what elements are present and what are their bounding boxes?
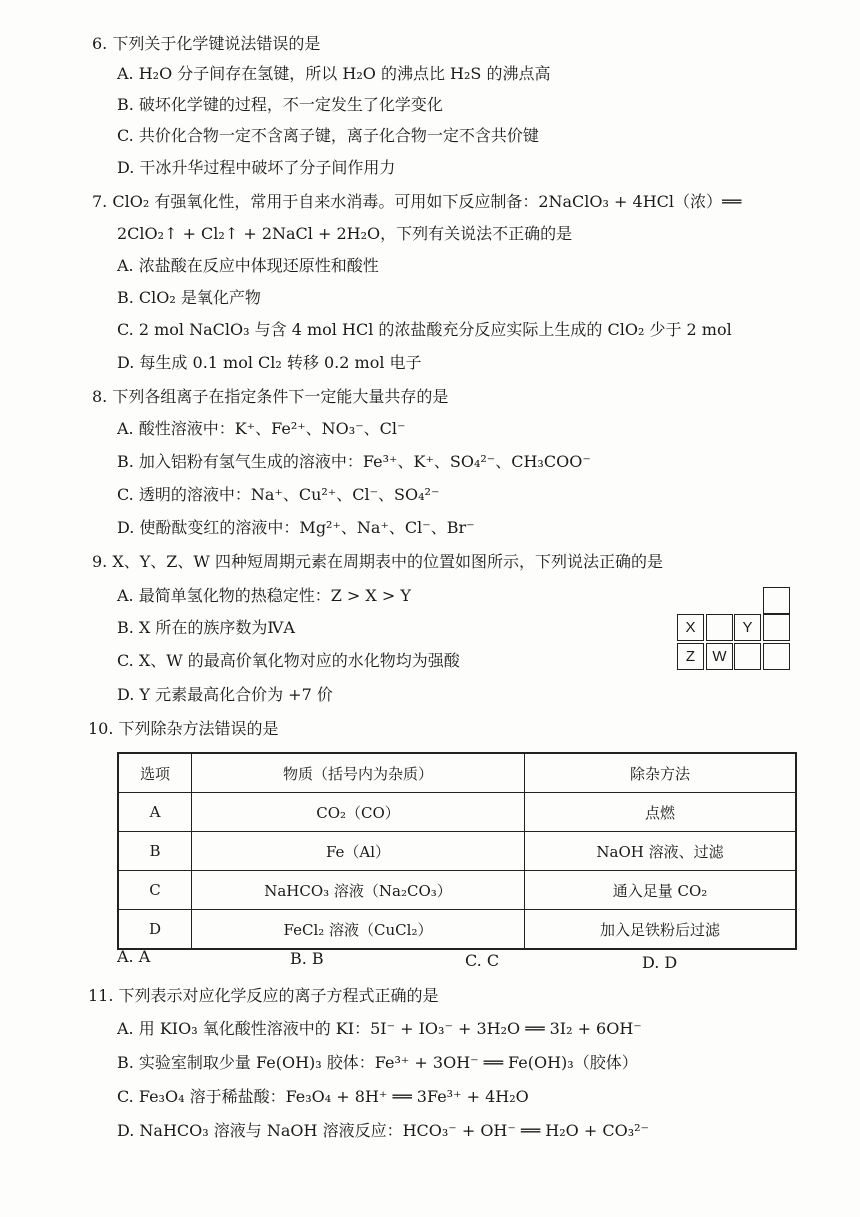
- q6-option-a: A. H₂O 分子间存在氢键，所以 H₂O 的沸点比 H₂S 的沸点高: [117, 64, 551, 83]
- cell-x: X: [677, 614, 704, 641]
- q9-option-d: D. Y 元素最高化合价为 +7 价: [117, 685, 333, 704]
- table-row: [118, 793, 796, 832]
- cell-w: W: [706, 643, 733, 670]
- cell-y: Y: [734, 614, 761, 641]
- table-header-row: [118, 753, 796, 793]
- table-cell-empty: [734, 643, 761, 670]
- row-d-method: 加入足铁粉后过滤: [525, 910, 797, 950]
- table-cell-empty: [763, 587, 790, 614]
- row-c-option: C: [118, 871, 192, 910]
- row-b-option: B: [118, 832, 192, 871]
- table-row: [118, 871, 796, 910]
- row-a-option: A: [118, 793, 192, 832]
- q8-option-c: C. 透明的溶液中：Na⁺、Cu²⁺、Cl⁻、SO₄²⁻: [117, 485, 440, 504]
- q8-option-b: B. 加入铝粉有氢气生成的溶液中：Fe³⁺、K⁺、SO₄²⁻、CH₃COO⁻: [117, 452, 591, 471]
- row-b-method: NaOH 溶液、过滤: [525, 832, 797, 871]
- table-cell-empty: [706, 614, 733, 641]
- row-b-substance: Fe（Al）: [192, 832, 525, 871]
- q7-stem-line2: 2ClO₂↑ + Cl₂↑ + 2NaCl + 2H₂O，下列有关说法不正确的是: [117, 224, 573, 243]
- q9-option-b: B. X 所在的族序数为ⅣA: [117, 618, 295, 637]
- periodic-table-fragment: [677, 587, 792, 673]
- q6-option-b: B. 破坏化学键的过程，不一定发生了化学变化: [117, 95, 443, 114]
- header-method: 除杂方法: [525, 753, 797, 793]
- q11-option-d: D. NaHCO₃ 溶液与 NaOH 溶液反应：HCO₃⁻ + OH⁻ ══ H₂O + CO₃²⁻: [117, 1121, 649, 1140]
- table-row: [118, 832, 796, 871]
- q8-option-a: A. 酸性溶液中：K⁺、Fe²⁺、NO₃⁻、Cl⁻: [117, 419, 406, 438]
- q6-stem: 6. 下列关于化学键说法错误的是: [92, 34, 321, 53]
- q8-stem: 8. 下列各组离子在指定条件下一定能大量共存的是: [92, 387, 449, 406]
- cell-z: Z: [677, 643, 704, 670]
- row-a-method: 点燃: [525, 793, 797, 832]
- q7-option-d: D. 每生成 0.1 mol Cl₂ 转移 0.2 mol 电子: [117, 353, 422, 372]
- row-d-option: D: [118, 910, 192, 950]
- q11-stem: 11. 下列表示对应化学反应的离子方程式正确的是: [88, 986, 439, 1005]
- q6-option-d: D. 干冰升华过程中破坏了分子间作用力: [117, 158, 396, 177]
- row-a-substance: CO₂（CO）: [192, 793, 525, 832]
- q10-option-b: B. B: [290, 949, 324, 968]
- row-d-substance: FeCl₂ 溶液（CuCl₂）: [192, 910, 525, 950]
- q9-stem: 9. X、Y、Z、W 四种短周期元素在周期表中的位置如图所示，下列说法正确的是: [92, 552, 663, 571]
- q11-option-c: C. Fe₃O₄ 溶于稀盐酸：Fe₃O₄ + 8H⁺ ══ 3Fe³⁺ + 4H₂O: [117, 1087, 529, 1106]
- q8-option-d: D. 使酚酞变红的溶液中：Mg²⁺、Na⁺、Cl⁻、Br⁻: [117, 518, 475, 537]
- q7-option-a: A. 浓盐酸在反应中体现还原性和酸性: [117, 256, 379, 275]
- q7-option-b: B. ClO₂ 是氧化产物: [117, 288, 261, 307]
- table-row: [118, 910, 796, 950]
- q10-option-d: D. D: [642, 953, 678, 972]
- table-cell-empty: [763, 614, 790, 641]
- header-option: 选项: [118, 753, 192, 793]
- q10-option-c: C. C: [465, 951, 500, 970]
- q6-option-c: C. 共价化合物一定不含离子键，离子化合物一定不含共价键: [117, 126, 539, 145]
- q11-option-b: B. 实验室制取少量 Fe(OH)₃ 胶体：Fe³⁺ + 3OH⁻ ══ Fe(OH)₃（胶体）: [117, 1053, 638, 1072]
- q9-option-c: C. X、W 的最高价氧化物对应的水化物均为强酸: [117, 651, 460, 670]
- q7-option-c: C. 2 mol NaClO₃ 与含 4 mol HCl 的浓盐酸充分反应实际上生成的 ClO₂ 少于 2 mol: [117, 320, 732, 339]
- row-c-substance: NaHCO₃ 溶液（Na₂CO₃）: [192, 871, 525, 910]
- q11-option-a: A. 用 KIO₃ 氧化酸性溶液中的 KI：5I⁻ + IO₃⁻ + 3H₂O ══ 3I₂ + 6OH⁻: [117, 1019, 642, 1038]
- q10-option-a: A. A: [117, 947, 151, 966]
- table-cell-empty: [763, 643, 790, 670]
- q9-option-a: A. 最简单氢化物的热稳定性：Z > X > Y: [117, 586, 411, 605]
- header-substance: 物质（括号内为杂质）: [192, 753, 525, 793]
- q7-stem-line1: 7. ClO₂ 有强氧化性，常用于自来水消毒。可用如下反应制备：2NaClO₃ + 4HCl（浓）══: [92, 192, 742, 211]
- row-c-method: 通入足量 CO₂: [525, 871, 797, 910]
- impurity-removal-table: [117, 752, 797, 950]
- q10-stem: 10. 下列除杂方法错误的是: [88, 719, 279, 738]
